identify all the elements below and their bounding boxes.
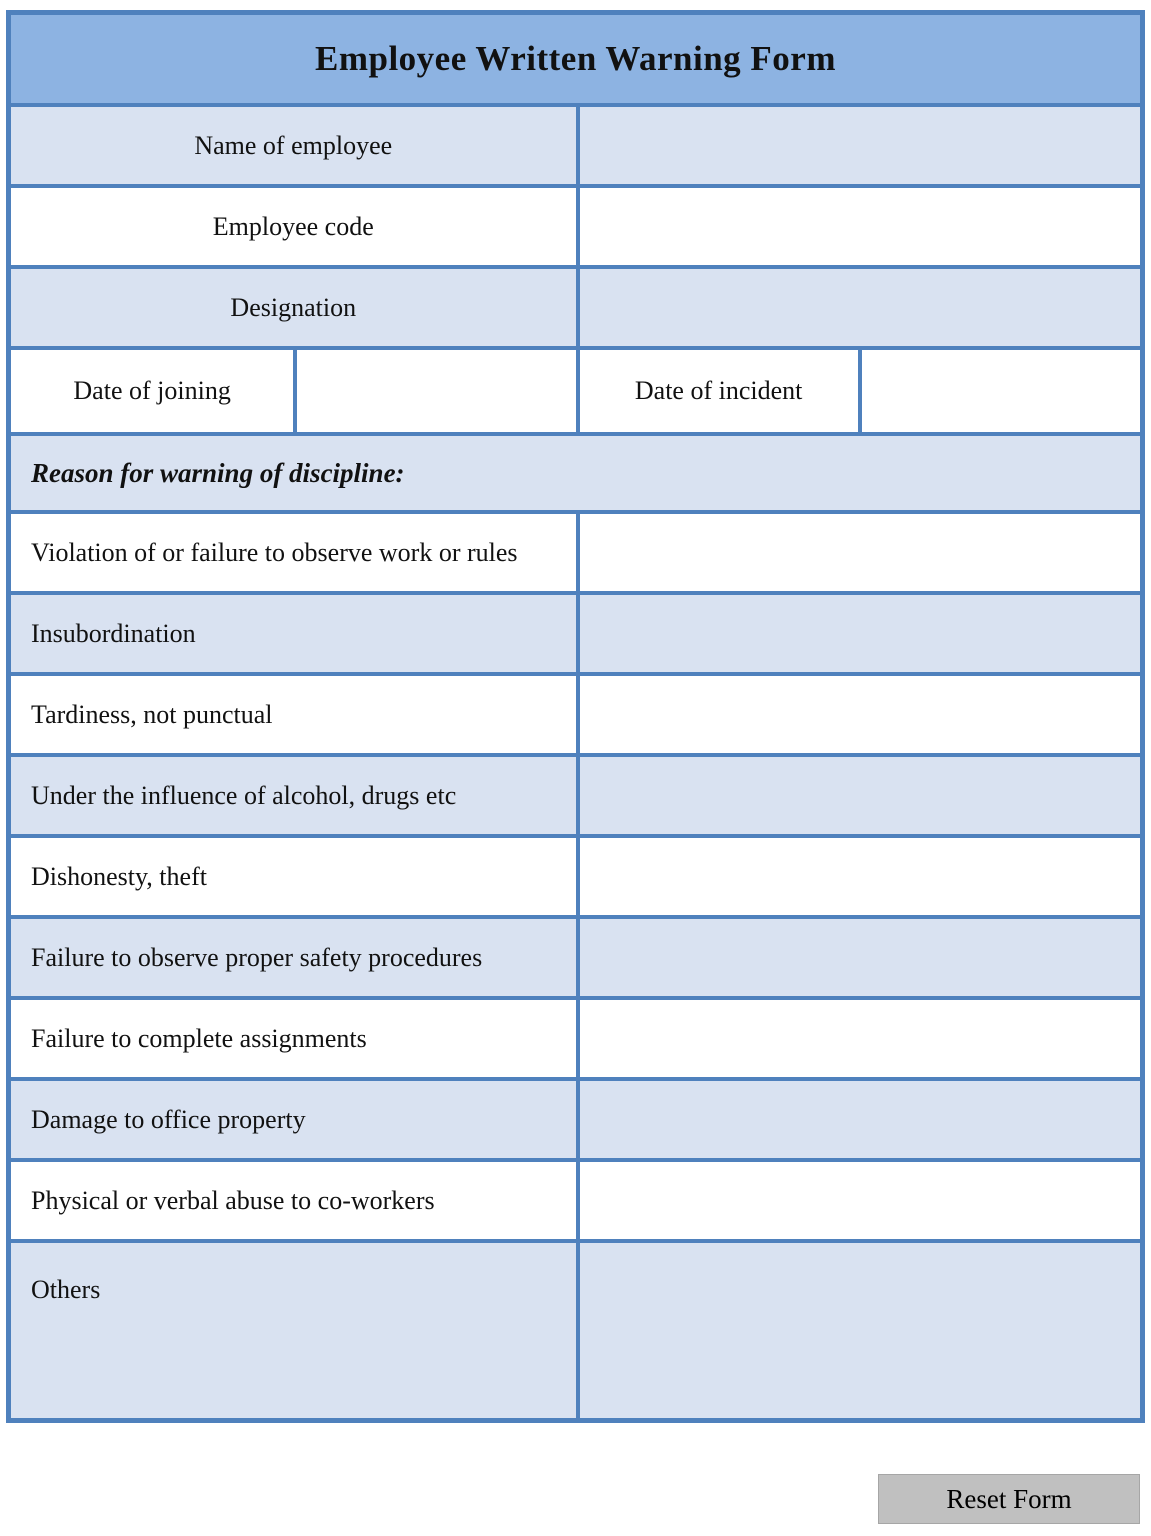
date-of-incident-input[interactable]	[858, 350, 1140, 432]
row-dates	[11, 346, 1140, 432]
form-title: Employee Written Warning Form	[314, 39, 836, 78]
date-of-incident-label: Date of incident	[576, 350, 858, 432]
reason-tardiness-label: Tardiness, not punctual	[31, 699, 273, 729]
row-reason-dishonesty	[11, 834, 1140, 915]
name-of-employee-label: Name of employee	[194, 130, 393, 160]
row-reason-safety	[11, 915, 1140, 996]
reason-influence-input[interactable]	[576, 757, 1141, 834]
reason-insubordination-label: Insubordination	[31, 618, 196, 648]
designation-input[interactable]	[576, 269, 1141, 346]
row-reason-tardiness	[11, 672, 1140, 753]
reason-damage-label: Damage to office property	[31, 1104, 306, 1134]
reason-others-input[interactable]	[576, 1243, 1141, 1418]
reason-section-heading	[11, 436, 1140, 510]
date-of-joining-label: Date of joining	[73, 376, 231, 405]
row-designation	[11, 265, 1140, 346]
row-name-of-employee	[11, 103, 1140, 184]
name-of-employee-input[interactable]	[576, 107, 1141, 184]
reason-safety-label: Failure to observe proper safety procedures	[31, 942, 483, 972]
row-reason-influence	[11, 753, 1140, 834]
row-reason-others	[11, 1239, 1140, 1418]
reason-assignments-input[interactable]	[576, 1000, 1141, 1077]
reason-assignments-label: Failure to complete assignments	[31, 1023, 367, 1053]
row-reason-abuse	[11, 1158, 1140, 1239]
reason-damage-input[interactable]	[576, 1081, 1141, 1158]
reason-dishonesty-label: Dishonesty, theft	[31, 861, 207, 891]
reset-form-button[interactable]: Reset Form	[878, 1474, 1140, 1524]
row-reason-violation	[11, 510, 1140, 591]
row-reason-heading	[11, 432, 1140, 510]
row-reason-insubordination	[11, 591, 1140, 672]
reason-abuse-input[interactable]	[576, 1162, 1141, 1239]
reason-dishonesty-input[interactable]	[576, 838, 1141, 915]
form-title-row	[11, 15, 1140, 103]
reason-tardiness-input[interactable]	[576, 676, 1141, 753]
employee-code-input[interactable]	[576, 188, 1141, 265]
reason-violation-label: Violation of or failure to observe work or rules	[31, 537, 518, 567]
row-reason-damage	[11, 1077, 1140, 1158]
reason-others-label: Others	[31, 1275, 101, 1304]
reason-violation-input[interactable]	[576, 514, 1141, 591]
reason-insubordination-input[interactable]	[576, 595, 1141, 672]
row-reason-assignments	[11, 996, 1140, 1077]
reason-safety-input[interactable]	[576, 919, 1141, 996]
employee-warning-form-table	[6, 10, 1145, 1423]
designation-label: Designation	[230, 292, 357, 322]
row-employee-code	[11, 184, 1140, 265]
date-of-joining-input[interactable]	[293, 350, 575, 432]
employee-code-label: Employee code	[212, 211, 374, 241]
reason-influence-label: Under the influence of alcohol, drugs etc	[31, 780, 457, 810]
reason-abuse-label: Physical or verbal abuse to co-workers	[31, 1185, 435, 1215]
reason-section-heading-text: Reason for warning of discipline:	[31, 457, 405, 488]
